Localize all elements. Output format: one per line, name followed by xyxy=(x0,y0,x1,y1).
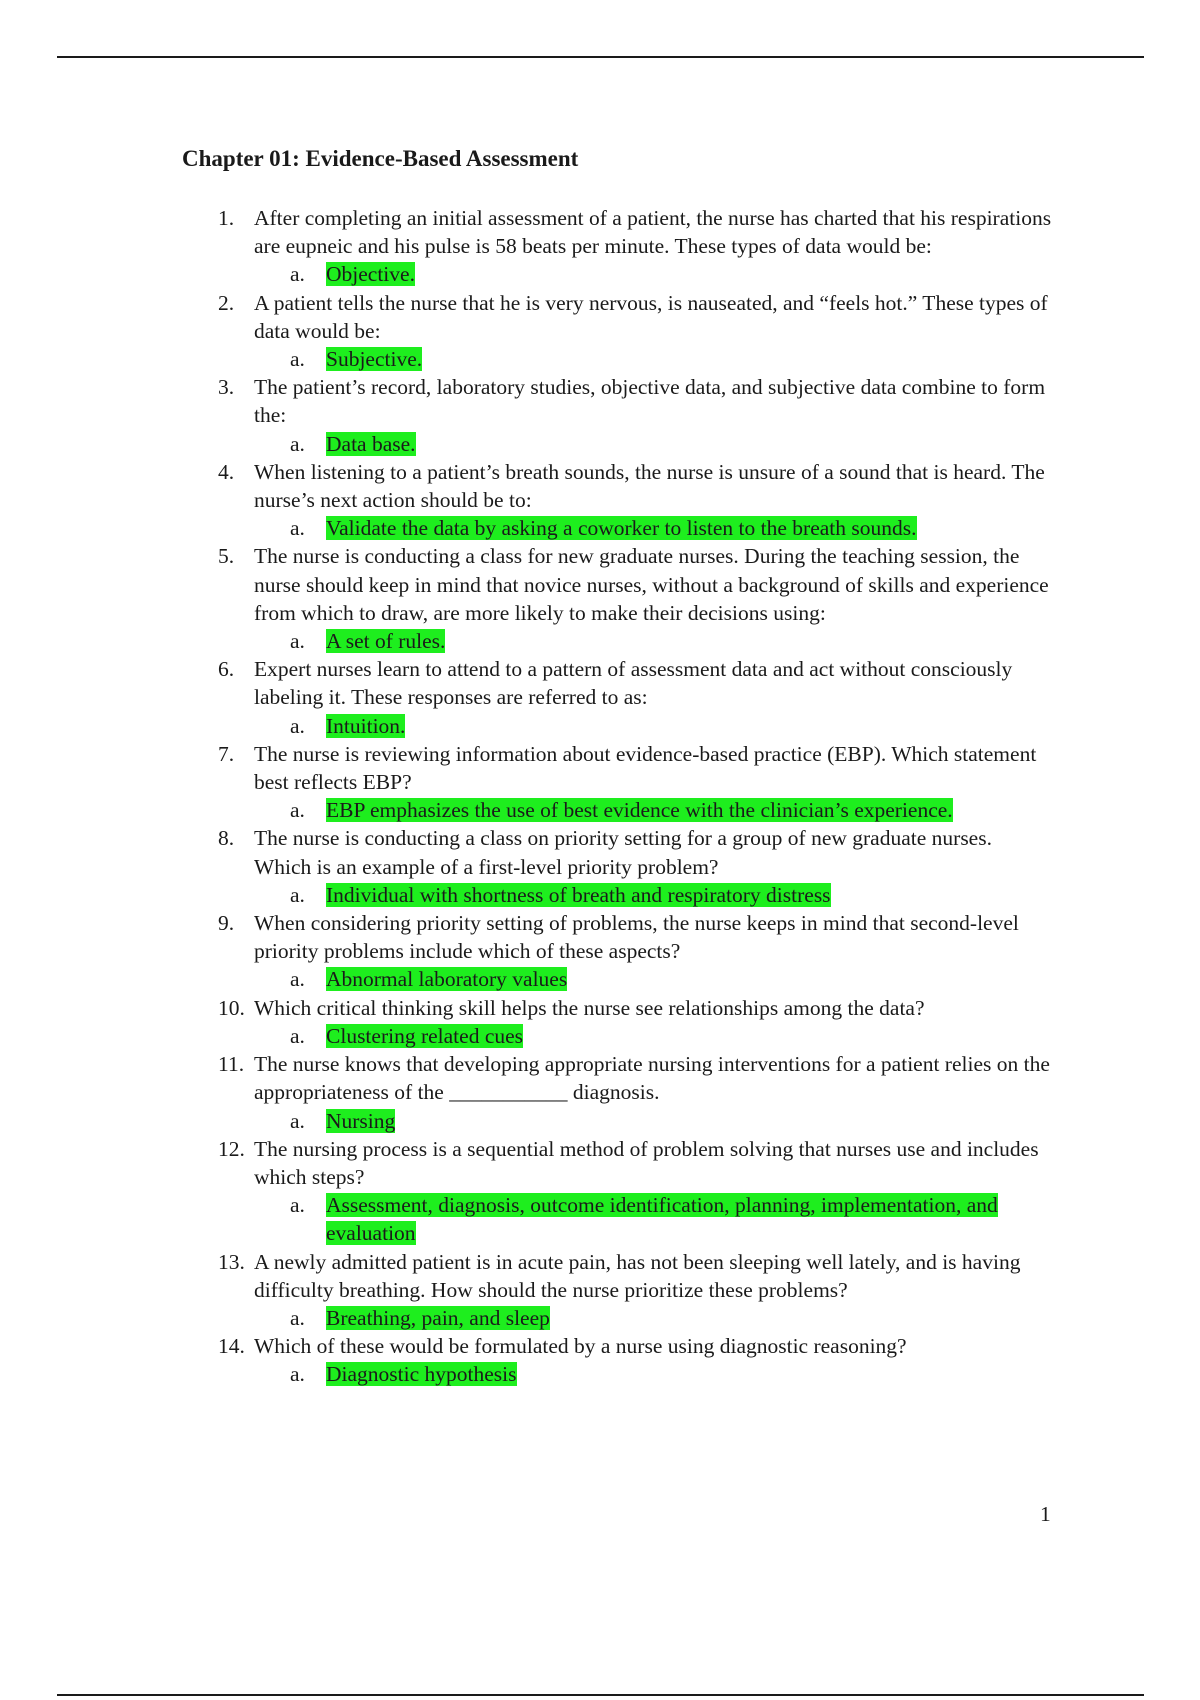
answer-item xyxy=(0,1360,1200,1388)
answer-letter: a. xyxy=(290,629,305,654)
answer-letter: a. xyxy=(290,1023,305,1048)
answer-highlight: Breathing, pain, and sleep xyxy=(326,1305,550,1330)
answer-letter: a. xyxy=(290,1193,305,1218)
answer-letter: a. xyxy=(290,1108,305,1133)
answer-letter: a. xyxy=(290,262,305,287)
answer-item xyxy=(0,1304,1200,1332)
answer-letter: a. xyxy=(290,1305,305,1330)
question-text: The nurse is reviewing information about evidence-based practice (EBP). Which statement best reflects EBP? xyxy=(254,741,1037,795)
answer-item xyxy=(0,345,1200,373)
answer-highlight: Subjective. xyxy=(326,347,423,372)
question-number: 8. xyxy=(218,826,235,851)
question-text: The nursing process is a sequential method of problem solving that nurses use and includes which steps? xyxy=(254,1136,1039,1189)
answer-highlight: Data base. xyxy=(326,431,416,456)
answer-item xyxy=(0,1022,1200,1050)
question-5 xyxy=(0,542,1200,655)
question-9 xyxy=(0,909,1200,994)
question-8 xyxy=(0,824,1200,909)
answer-highlight: Intuition. xyxy=(326,713,406,738)
question-text: Which critical thinking skill helps the nurse see relationships among the data? xyxy=(254,995,925,1020)
answer-item xyxy=(0,430,1200,458)
question-7 xyxy=(0,740,1200,825)
question-number: 9. xyxy=(218,911,235,936)
answer-letter: a. xyxy=(290,967,305,992)
question-text: The patient’s record, laboratory studies, objective data, and subjective data combine to form the: xyxy=(254,375,1046,428)
answer-item xyxy=(0,965,1200,993)
question-list xyxy=(0,204,1200,1389)
question-1 xyxy=(0,204,1200,289)
answer-letter: a. xyxy=(290,431,305,456)
question-3 xyxy=(0,373,1200,458)
answer-highlight: A set of rules. xyxy=(326,629,446,654)
question-text: When listening to a patient’s breath sounds, the nurse is unsure of a sound that is heard. The nurse’s next action should be to: xyxy=(254,459,1045,513)
question-13 xyxy=(0,1248,1200,1333)
question-text: Which of these would be formulated by a nurse using diagnostic reasoning? xyxy=(254,1334,907,1359)
question-4 xyxy=(0,458,1200,543)
question-6 xyxy=(0,655,1200,740)
answer-highlight: EBP emphasizes the use of best evidence with the clinician’s experience. xyxy=(326,798,953,823)
answer-highlight: Individual with shortness of breath and respiratory distress xyxy=(326,882,831,907)
answer-letter: a. xyxy=(290,516,305,541)
answer-item xyxy=(0,796,1200,824)
question-12 xyxy=(0,1135,1200,1248)
answer-highlight: Abnormal laboratory values xyxy=(326,967,568,992)
answer-item xyxy=(0,712,1200,740)
question-text: A newly admitted patient is in acute pain, has not been sleeping well lately, and is having difficulty breathing. How should the nurse prioritize these problems? xyxy=(254,1249,1021,1302)
question-number: 13. xyxy=(218,1249,245,1274)
answer-item xyxy=(0,1107,1200,1135)
question-number: 6. xyxy=(218,657,235,682)
question-number: 12. xyxy=(218,1136,245,1161)
bottom-rule xyxy=(57,1694,1144,1696)
answer-letter: a. xyxy=(290,1362,305,1387)
answer-letter: a. xyxy=(290,713,305,738)
question-text: Expert nurses learn to attend to a pattern of assessment data and act without consciously labeling it. These responses are referred to as: xyxy=(254,657,1013,710)
top-rule xyxy=(57,56,1144,58)
answer-item xyxy=(0,260,1200,288)
question-number: 2. xyxy=(218,290,235,315)
question-number: 14. xyxy=(218,1334,245,1359)
answer-highlight: Nursing xyxy=(326,1108,396,1133)
answer-highlight: Clustering related cues xyxy=(326,1023,524,1048)
answer-item xyxy=(0,1191,1200,1247)
question-text: After completing an initial assessment of a patient, the nurse has charted that his respirations are eupneic and his pulse is 58 beats per minute. These types of data would be: xyxy=(254,206,1052,259)
answer-item xyxy=(0,514,1200,542)
question-number: 3. xyxy=(218,375,235,400)
question-text: When considering priority setting of problems, the nurse keeps in mind that second-level priority problems include which of these aspects? xyxy=(254,911,1019,964)
question-number: 5. xyxy=(218,544,235,569)
answer-item xyxy=(0,881,1200,909)
answer-letter: a. xyxy=(290,347,305,372)
page-number: 1 xyxy=(1040,1502,1051,1526)
question-number: 4. xyxy=(218,459,235,484)
answer-highlight: Validate the data by asking a coworker to listen to the breath sounds. xyxy=(326,516,917,541)
question-14 xyxy=(0,1332,1200,1388)
question-11 xyxy=(0,1050,1200,1135)
question-number: 7. xyxy=(218,741,235,766)
page-title: Chapter 01: Evidence-Based Assessment xyxy=(182,146,579,171)
answer-letter: a. xyxy=(290,882,305,907)
question-10 xyxy=(0,994,1200,1050)
answer-highlight: Assessment, diagnosis, outcome identification, planning, implementation, and evaluation xyxy=(326,1193,998,1246)
question-2 xyxy=(0,289,1200,374)
question-text: The nurse is conducting a class on priority setting for a group of new graduate nurses. Which is an example of a first-level priority problem? xyxy=(254,826,992,879)
question-number: 11. xyxy=(218,1052,245,1077)
question-number: 1. xyxy=(218,206,235,230)
answer-letter: a. xyxy=(290,798,305,823)
answer-highlight: Objective. xyxy=(326,262,415,287)
question-number: 10. xyxy=(218,995,245,1020)
question-text: A patient tells the nurse that he is very nervous, is nauseated, and “feels hot.” These types of data would be: xyxy=(254,290,1048,343)
answer-item xyxy=(0,627,1200,655)
answer-highlight: Diagnostic hypothesis xyxy=(326,1362,517,1387)
question-text: The nurse is conducting a class for new graduate nurses. During the teaching session, the nurse should keep in mind that novice nurses, without a background of skills and experience from which to draw, are more likely to make their decisions using: xyxy=(254,544,1049,625)
question-text: The nurse knows that developing appropriate nursing interventions for a patient relies on the appropriateness of the ___________ diagnosis. xyxy=(254,1052,1050,1105)
